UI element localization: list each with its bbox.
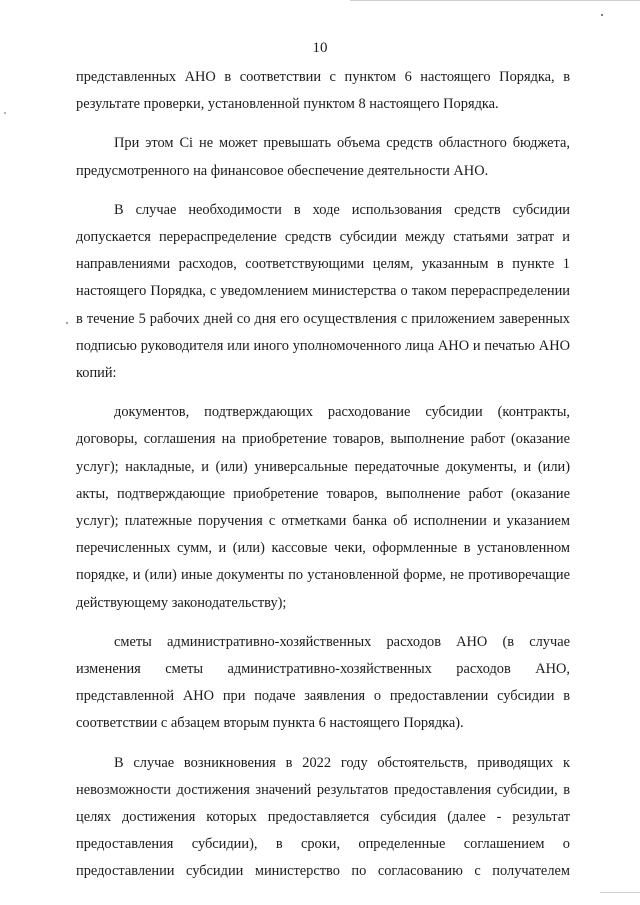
scan-dot (601, 14, 603, 16)
paragraph: В случае возникновения в 2022 году обстоятельств, приводящих к невозможности достижения значений результатов предоставления субсидии, в целях достижения которых предоставляется субсидия (далее - результат предоставления субсидии), в сроки, определенные соглашением о предоставлении субсидии министерство по согласованию с получателем (76, 754, 570, 880)
scan-dot (4, 112, 6, 114)
paragraph: документов, подтверждающих расходование субсидии (контракты, договоры, соглашения на приобретение товаров, выполнение работ (оказание услуг); накладные, и (или) универсальные передаточные документы, и (или) акты, подтверждающие приобретение товаров, выполнение работ (оказание услуг); платежные поручения с отметками банка об исполнении и указанием перечисленных сумм, и (или) кассовые чеки, оформленные в установленном порядке, и (или) иные документы по установленной форме, не противоречащие действующему законодательству); (76, 404, 570, 611)
paragraph: При этом Сi не может превышать объема средств областного бюджета, предусмотренного на финансовое обеспечение деятельности АНО. (76, 135, 570, 179)
paragraph: сметы административно-хозяйственных расходов АНО (в случае изменения сметы административно-хозяйственных расходов АНО, представленной АНО при подаче заявления о предоставлении субсидии в соответствии с абзацем вторым пункта 6 настоящего Порядка). (76, 633, 570, 732)
scan-dot (66, 322, 68, 324)
page-number: 10 (312, 40, 328, 56)
paragraph: В случае необходимости в ходе использования средств субсидии допускается перераспределение средств субсидии между статьями затрат и направлениями расходов, соответствующими целям, указанным в пункте 1 настоящего Порядка, с уведомлением министерства о таком перераспределении в течение 5 рабочих дней со дня его осуществления с приложением заверенных подписью руководителя или иного уполномоченного лица АНО и печатью АНО копий: (76, 201, 570, 382)
scan-edge-artifact-top (350, 0, 640, 1)
document-body (76, 64, 570, 886)
scan-edge-artifact-right (600, 892, 640, 893)
paragraph: представленных АНО в соответствии с пунктом 6 настоящего Порядка, в результате проверки, установленной пунктом 8 настоящего Порядка. (76, 69, 570, 113)
